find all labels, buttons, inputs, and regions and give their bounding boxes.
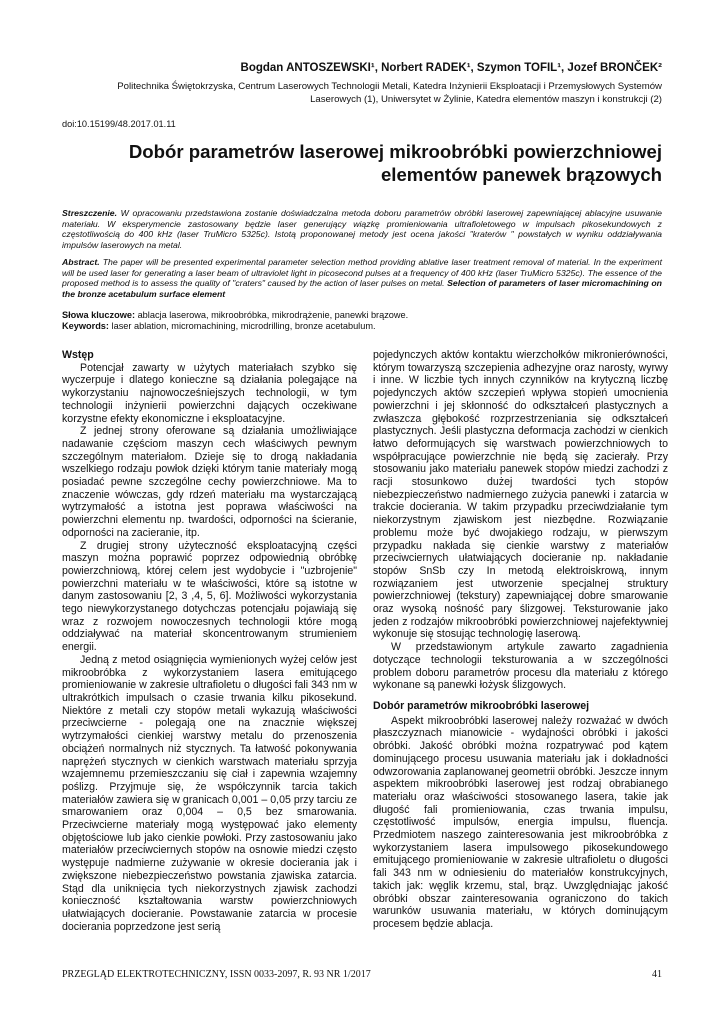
- abstract-polish: [62, 208, 662, 251]
- right-column: [373, 349, 668, 931]
- body-paragraph: pojedynczych aktów kontaktu wierzchołków mikronierówności, którym towarzyszą szczepienia adhezyjne oraz narosty, wyrwy i inne. W liczbie tych innych czynników na krytyczną liczbę pojedynczych aktów szczepień wpływa stopień umocnienia powierzchni i jej skłonność do odkształceń plastycznych a zwłaszcza głębokość rozprzestrzeniania się odkształceń plastycznych. Jeśli plastyczna deformacja zachodzi w cienkich łatwo deformujących się warstwach powierzchniowych to współpracujące powierzchnie nie będą się zacierały. Przy stosowaniu jako materiału panewek stopów miedzi zachodzi z racji stosunkowo dużej twardości tych stopów niebezpieczeństwo nadmiernego zużycia panewki i zatarcia w trakcie docierania. W takim przypadku przeciwdziałanie tym niekorzystnym zjawiskom jest niezbędne. Rozwiązanie problemu może być dwojakiego rodzaju, w pierwszym przypadku nakłada się cienkie warstwy z materiałów przeciwciernych ułatwiających docieranie np. nakładanie stopów SnSb czy In metodą elektroiskrową, innym rozwiązaniem jest utworzenie specjalnej struktury powierzchniowej (tekstury) zapewniającej dobre smarowanie oraz wysoką nośność pary ślizgowej. Teksturowanie jako jeden z rodzajów mikroobróbki powierzchniowej najefektywniej wykonuje się stosując technologię laserową.: [373, 349, 668, 641]
- keywords-english: [62, 321, 662, 332]
- paper-title-line-1: Dobór parametrów laserowej mikroobróbki powierzchniowej: [128, 141, 662, 162]
- abstract-polish-label: Streszczenie.: [62, 208, 118, 218]
- doi-identifier: doi:10.15199/48.2017.01.11: [62, 119, 176, 129]
- journal-citation: PRZEGLĄD ELEKTROTECHNICZNY, ISSN 0033-2097, R. 93 NR 1/2017: [62, 969, 371, 980]
- abstract-polish-text: W opracowaniu przedstawiona zostanie doświadczalna metoda doboru parametrów obróbki laserowej zapewniającej ablacyjne usuwanie materiału. W eksperymencie zastosowany będzie laser generujący wiązkę promieniowania ultrafioletowego w impulsach pikosekundowych z częstotliwością do 400 kHz (laser TruMicro 5325c). Istotą proponowanej metody jest ocena jakości "kraterów " powstałych w wyniku oddziaływania impulsów laserowych na metal.: [62, 208, 662, 251]
- body-paragraph: W przedstawionym artykule zawarto zagadnienia dotyczące technologii teksturowania a w szczególności problem doboru parametrów procesu dla materiału z którego wykonane są panewki łożysk ślizgowych.: [373, 641, 668, 692]
- abstract-english-bold-title: Selection of parameters of laser micromachining on the bronze acetabulum surface element: [62, 278, 662, 300]
- left-column: [62, 349, 357, 933]
- paper-title: [90, 140, 662, 186]
- keywords-polish: [62, 310, 662, 321]
- affiliation-line-1: Politechnika Świętokrzyska, Centrum Laserowych Technologii Metali, Katedra Inżynierii Eksploatacji i Przemysłowych Systemów: [117, 81, 662, 92]
- body-paragraph: Potencjał zawarty w użytych materiałach szybko się wyczerpuje i dlatego konieczne są działania polegające na wykorzystaniu najnowocześniejszych technologii, w tym technologii inżynierii powierzchni dających oczekiwane korzystne efekty ekonomiczne i eksploatacyjne.: [62, 361, 357, 425]
- keywords-english-label: Keywords:: [62, 321, 109, 331]
- authors-line: Bogdan ANTOSZEWSKI¹, Norbert RADEK¹, Szymon TOFIL¹, Jozef BRONČEK²: [240, 62, 662, 74]
- affiliation-line-2: Laserowych (1), Uniwersytet w Żylinie, Katedra elementów maszyn i konstrukcji (2): [310, 93, 662, 105]
- body-paragraph: Jedną z metod osiągnięcia wymienionych wyżej celów jest mikroobróbka z wykorzystaniem lasera emitującego promieniowanie w zakresie ultrafioletu o długości fali 343 nm w ultrakrótkich impulsach o czasie trwania kilku pikosekund. Niektóre z metali czy stopów metali wykazują właściwości przeciwcierne - polegają one na znacznie większej wytrzymałości cienkiej warstwy metalu do przenoszenia obciążeń normalnych niż stycznych. Ta łatwość pokonywania naprężeń stycznych w cienkich warstwach materiału sprzyja wzajemnemu przemieszczaniu się ciał i zapewnia wzajemny poślizg. Przyjmuje się, że współczynnik tarcia takich materiałów zawiera się w granicach 0,001 – 0,05 przy tarciu ze smarowaniem oraz 0,004 – 0,5 bez smarowania. Przeciwcierne materiały mogą występować jako elementy objętościowe lub jako cienkie powłoki. Przy zastosowaniu jako materiałów przeciwciernych stopów na osnowie miedzi często występuje nadmierne zużywanie w okresie docierania jak i zwiększone niebezpieczeństwo powstania zjawiska zatarcia. Stąd dla uniknięcia tych niekorzystnych zjawisk zachodzi konieczność kształtowania warstw powierzchniowych ułatwiających docieranie. Powstawanie zatarcia w procesie docierania poprzedzone jest serią: [62, 653, 358, 933]
- abstract-english: [62, 257, 662, 300]
- abstract-english-text: The paper will be presented experimental parameter selection method providing ablative laser treatment removal of material. In the experiment will be used laser for generating a laser beam of ultraviolet light in picosecond pulses at a frequency of 400 kHz (laser TruMicro 5325c). The essence of the proposed method is to assess the quality of "craters" caused by the action of laser pulses on metal.: [62, 257, 662, 289]
- page-number: 41: [652, 969, 662, 980]
- body-paragraph: Z drugiej strony użyteczność eksploatacyjną części maszyn można poprawić poprzez odpowiednią obróbkę powierzchniową, której celem jest wydobycie i "uzbrojenie" powierzchni materiału w te właściwości, które są istotne w danym zastosowaniu [2, 3 ,4, 5, 6]. Możliwości wykorzystania tego niewykorzystanego dotychczas potencjału pojawiają się wraz z rozwojem nowoczesnych technologii które mogą oddziaływać na materiał skoncentrowanym strumieniem energii.: [62, 539, 357, 654]
- keywords-english-text: laser ablation, micromachining, microdrilling, bronze acetabulum.: [108, 321, 376, 331]
- body-paragraph: Z jednej strony oferowane są działania umożliwiające nadawanie częściom maszyn cech właściwych pewnym szczególnym materiałom. Dzieje się to drogą nakładania wszelkiego rodzaju powłok dzięki którym tanie materiały mogą posiadać pewne szczególne cechy powierzchniowe. Ma to znaczenie wówczas, gdy rdzeń materiału ma wystarczającą wytrzymałość a istotna jest poprawa właściwości na powierzchni elementu np. twardości, odporności na ścieranie, odporności na zacieranie, itp.: [62, 425, 357, 539]
- section-heading-intro: Wstęp: [62, 349, 94, 361]
- keywords-polish-text: ablacja laserowa, mikroobróbka, mikrodrążenie, panewki brązowe.: [135, 310, 409, 320]
- body-paragraph: Aspekt mikroobróbki laserowej należy rozważać w dwóch płaszczyznach mianowicie - wydajności obróbki i jakości obróbki. Jakość obróbki można rozpatrywać pod kątem dominującego procesu usuwania materiału jak i dokładności odwzorowania zaplanowanej geometrii obróbki. Jeszcze innym aspektem mikroobróbki laserowej jest rodzaj obrabianego materiału oraz właściwości stosowanego lasera, takie jak długość fali promieniowania, czas trwania impulsu, częstotliwość impulsów, energia impulsu, fluencja. Przedmiotem naszego zainteresowania jest mikroobróbka z wykorzystaniem lasera impulsowego pikosekundowego emitującego promieniowanie w zakresie ultrafioletu o długości fali 343 nm w odniesieniu do materiałów konstrukcyjnych, takich jak: węglik krzemu, stal, brąz. Uwzględniając jakość obróbki obszar zainteresowania ograniczono do takich warunków usuwania materiału, w których dominującym procesem będzie ablacja.: [373, 714, 669, 930]
- keywords-polish-label: Słowa kluczowe:: [62, 310, 136, 320]
- abstract-english-label: Abstract.: [62, 257, 100, 267]
- affiliation: [90, 81, 662, 106]
- paper-title-line-2: elementów panewek brązowych: [380, 164, 662, 185]
- section-heading-parameters: Dobór parametrów mikroobróbki laserowej: [373, 699, 590, 712]
